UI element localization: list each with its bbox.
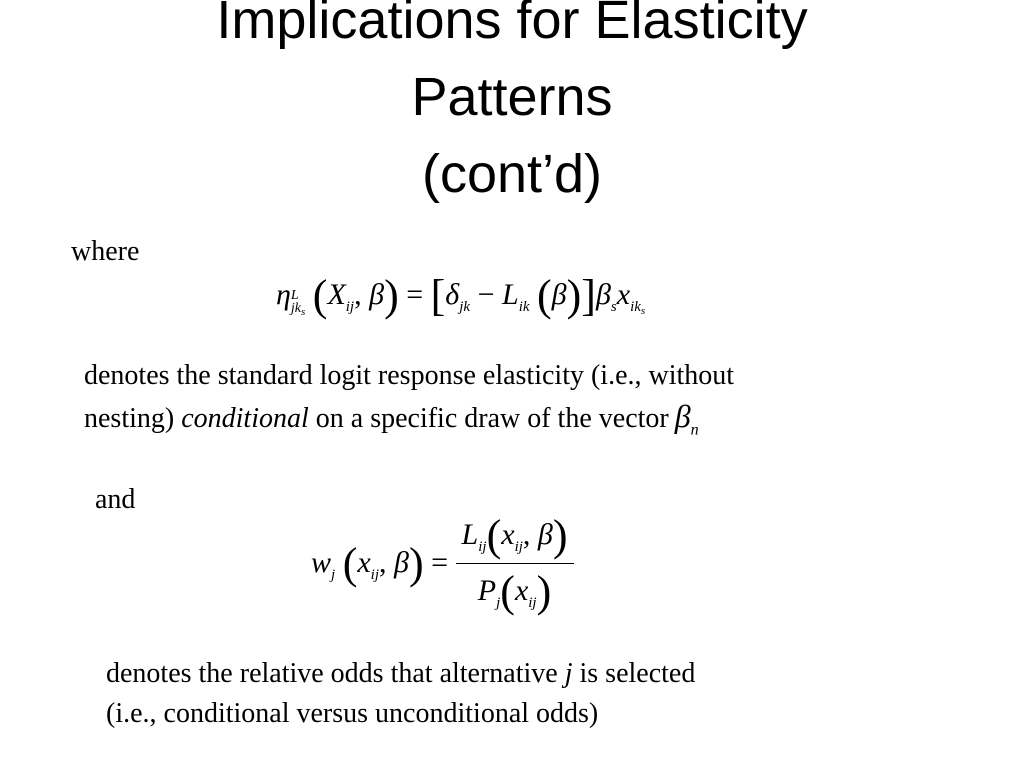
odds-denominator: $P_j(x_{ij})$ [477,567,552,616]
odds-fraction [456,510,574,617]
alternative-j: j [564,658,573,689]
where-label: where [71,236,140,267]
elasticity-description-line-1: denotes the standard logit response elasticity (i.e., without [84,360,735,391]
relative-odds-equation: $w_j$ ($x_{ij}$, β) = $\frac{L_{ij}(x_{ij}, \beta)}{P_j(x_{ij})}$ [311,510,574,617]
odds-line-1-after: is selected [572,658,696,689]
line-2-text-after: on a specific draw of the vector [308,403,669,434]
title-line-2: Patterns [411,67,613,127]
elasticity-description-line-2 [84,396,734,450]
odds-description-line-2: (i.e., conditional versus unconditional odds) [106,698,599,729]
odds-line-1-before: denotes the relative odds that alternative [106,658,565,689]
title-line-3: (cont’d) [421,144,603,204]
title-line-1: Implications for Elasticity [216,0,808,50]
elasticity-equation: η L $jk_s$ ($X_{ij}$, $\beta) = [\delta_{jk} - L_{ik}$ $(\beta)]\beta_sx_{ik_s}$ [276,271,646,320]
elasticity-description [84,356,734,450]
conditional-word: conditional [181,403,309,434]
line-2-text-before: nesting) [84,403,182,434]
odds-description [106,654,695,734]
slide-title [0,0,1024,213]
and-label: and [95,484,136,515]
odds-numerator: $L_{ij}(x_{ij}$, β) [456,510,574,564]
odds-description-line-1 [106,654,695,694]
beta-n-symbol: $\beta_n$ [674,398,699,439]
